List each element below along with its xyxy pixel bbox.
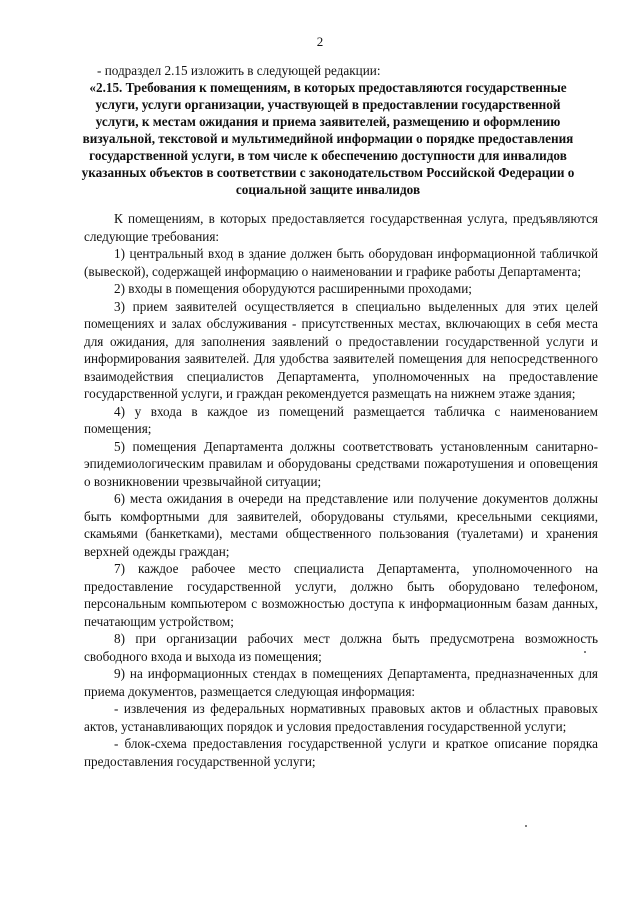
document-body: [84, 210, 598, 770]
paragraph-item-4: 4) у входа в каждое из помещений размещается табличка с наименованием помещения;: [84, 403, 598, 436]
paragraph-bullet-2: - блок-схема предоставления государственной услуги и краткое описание порядка предоставления государственной услуги;: [84, 736, 598, 769]
paragraph-item-2: 2) входы в помещения оборудуются расширенными проходами;: [114, 281, 472, 296]
paragraph-item-8: 8) при организации рабочих мест должна быть предусмотрена возможность свободного входа и выхода из помещения;: [84, 631, 598, 664]
section-heading: «2.15. Требования к помещениям, в которых предоставляются государственные услуги, услуги организации, участвующей в предоставлении государственной услуги, к местам ожидания и приема заявителей, размещению и оформлению визуальной, текстовой и мультимедийной информации о порядке предоставления государственной услуги, в том числе к обеспечению доступности для инвалидов указанных объектов в соответствии с законодательством Российской Федерации о социальной защите инвалидов: [81, 80, 575, 197]
paragraph-item-1: 1) центральный вход в здание должен быть оборудован информационной табличкой (вывеской), содержащей информацию о наименовании и графике работы Департамента;: [84, 246, 598, 279]
paragraph-bullet-1: - извлечения из федеральных нормативных правовых актов и областных правовых актов, устанавливающих порядок и условия предоставления государственной услуги;: [84, 701, 598, 734]
paragraph-item-9: 9) на информационных стендах в помещениях Департамента, предназначенных для приема документов, размещается следующая информация:: [84, 666, 598, 699]
amendment-intro: - подраздел 2.15 изложить в следующей редакции:: [97, 63, 381, 78]
paragraph-item-7: 7) каждое рабочее место специалиста Департамента, уполномоченного на предоставление государственной услуги, должно быть оборудовано телефоном, персональным компьютером с возможностью доступа к информационным базам данных, печатающим устройством;: [84, 561, 598, 629]
paragraph-item-6: 6) места ожидания в очереди на представление или получение документов должны быть комфортными для заявителей, оборудованы стульями, кресельными секциями, скамьями (банкетками), местами общественного пользования (туалетами) и хранения верхней одежды граждан;: [84, 491, 598, 559]
paragraph-item-5: 5) помещения Департамента должны соответствовать установленным санитарно-эпидемиологическим правилам и оборудованы средствами пожаротушения и оповещения о возникновении чрезвычайной ситуации;: [84, 438, 598, 489]
paragraph-item-3: 3) прием заявителей осуществляется в специально выделенных для этих целей помещениях и залах обслуживания - присутственных местах, включающих в себя места для ожидания, для заполнения заявлений о предоставлении государственной услуги и информирования заявителей. Для удобства заявителей помещения для непосредственного взаимодействия специалистов Департамента, уполномоченных на предоставление государственной услуги, и граждан рекомендуется размещать на нижнем этаже здания;: [84, 298, 598, 401]
scan-speck: [525, 825, 527, 827]
paragraph-intro: К помещениям, в которых предоставляется государственная услуга, предъявляются следующие требования:: [84, 211, 598, 244]
scan-speck: [584, 651, 586, 653]
page-number: 2: [316, 34, 324, 49]
